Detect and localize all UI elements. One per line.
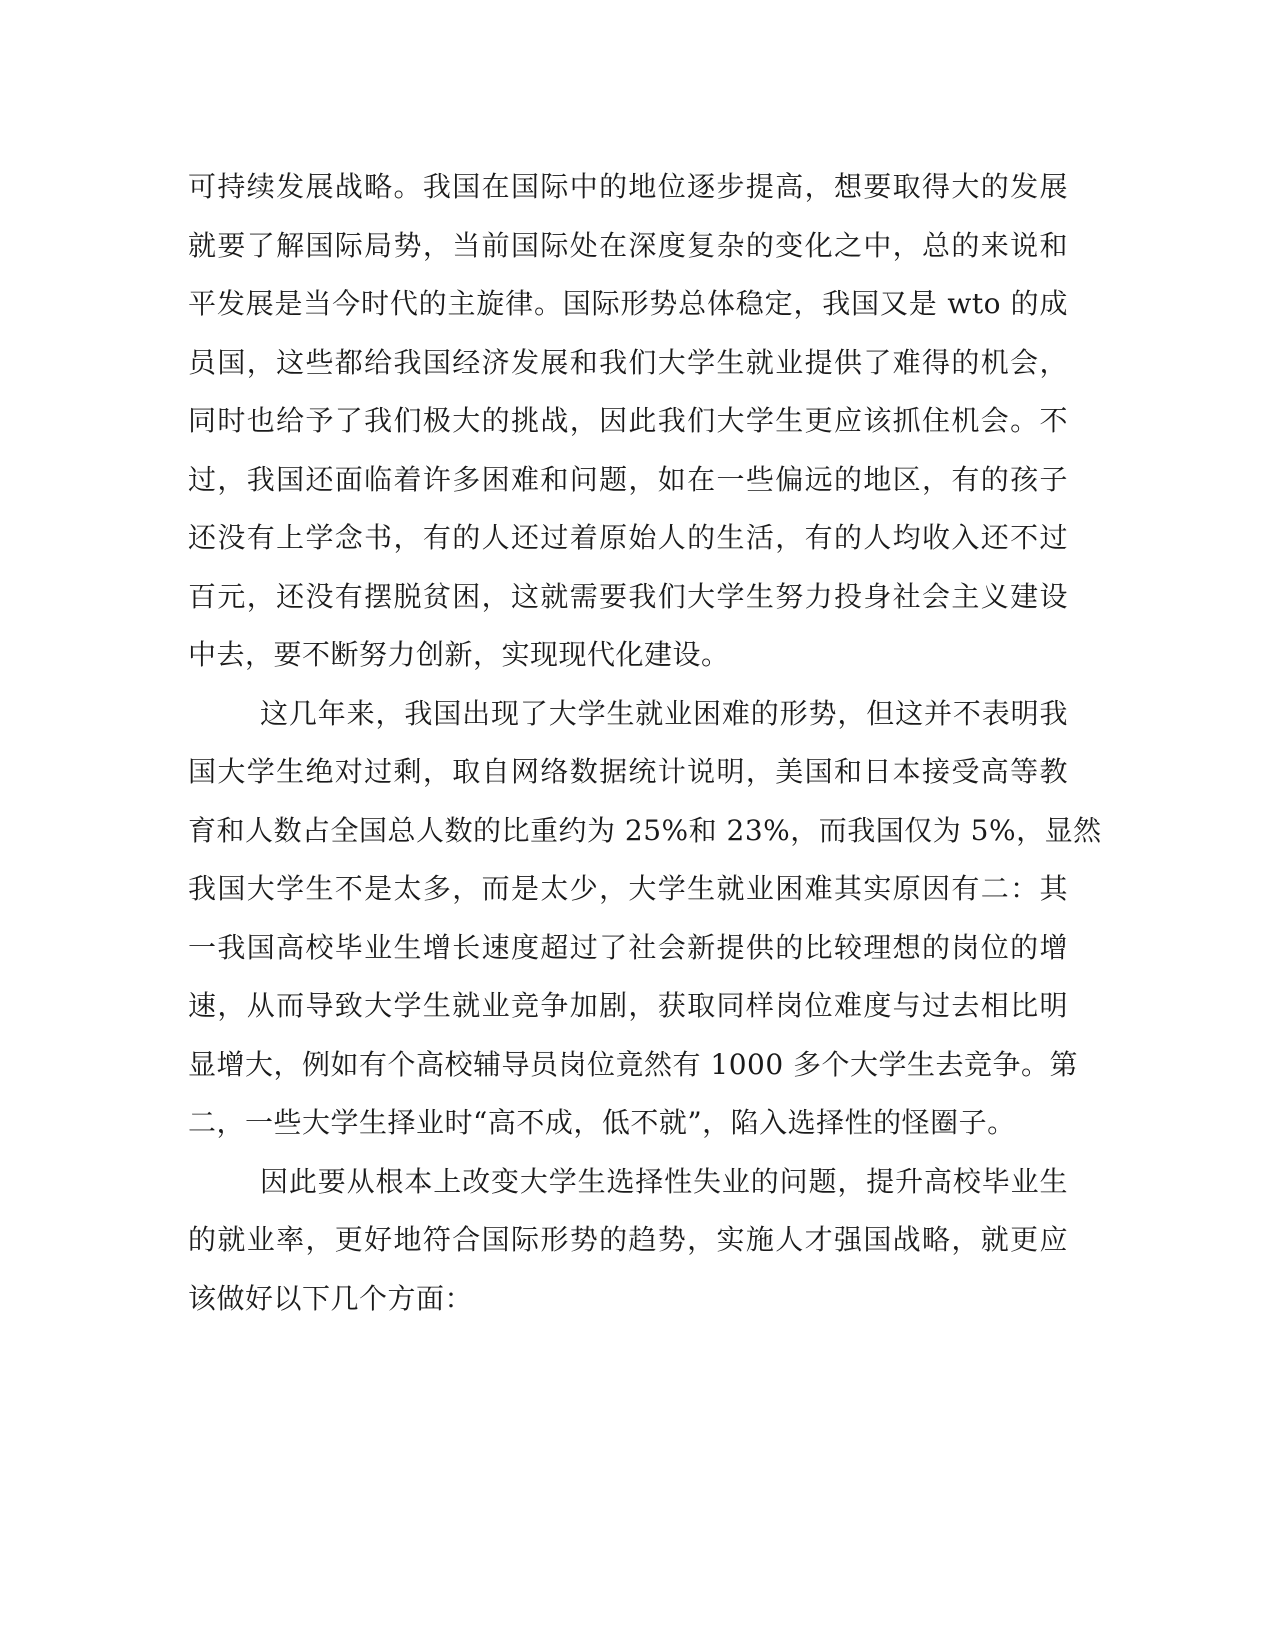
text-line: 该做好以下几个方面： xyxy=(188,1281,474,1315)
paragraph-3 xyxy=(188,1153,1068,1329)
text-line: 速，从而导致大学生就业竞争加剧，获取同样岗位难度与过去相比明 xyxy=(188,989,1068,1022)
text-line: 二，一些大学生择业时“高不成，低不就”，陷入选择性的怪圈子。 xyxy=(188,1106,1016,1139)
text-line: 百元，还没有摆脱贫困，这就需要我们大学生努力投身社会主义建设 xyxy=(188,579,1068,613)
text-line: 我国大学生不是太多，而是太少，大学生就业困难其实原因有二：其 xyxy=(188,872,1068,905)
text-line: 可持续发展战略。我国在国际中的地位逐步提高，想要取得大的发展 xyxy=(188,170,1068,203)
text-line: 育和人数占全国总人数的比重约为 25%和 23%，而我国仅为 5%，显然 xyxy=(188,813,1102,847)
text-line: 因此要从根本上改变大学生选择性失业的问题，提升高校毕业生 xyxy=(260,1164,1068,1198)
text-line: 中去，要不断努力创新，实现现代化建设。 xyxy=(188,638,730,671)
text-line: 员国，这些都给我国经济发展和我们大学生就业提供了难得的机会， xyxy=(188,345,1068,379)
text-line: 的就业率，更好地符合国际形势的趋势，实施人才强国战略，就更应 xyxy=(188,1223,1068,1256)
text-line: 这几年来，我国出现了大学生就业困难的形势，但这并不表明我 xyxy=(260,696,1068,730)
document-body xyxy=(188,158,1102,1328)
text-line: 一我国高校毕业生增长速度超过了社会新提供的比较理想的岗位的增 xyxy=(188,930,1068,964)
text-line: 显增大，例如有个高校辅导员岗位竟然有 1000 多个大学生去竞争。第 xyxy=(188,1047,1079,1081)
text-line: 还没有上学念书，有的人还过着原始人的生活，有的人均收入还不过 xyxy=(188,521,1068,554)
text-line: 过，我国还面临着许多困难和问题，如在一些偏远的地区，有的孩子 xyxy=(188,462,1068,496)
paragraph-2 xyxy=(188,685,1102,1153)
text-line: 同时也给予了我们极大的挑战，因此我们大学生更应该抓住机会。不 xyxy=(188,404,1068,437)
text-line: 就要了解国际局势，当前国际处在深度复杂的变化之中，总的来说和 xyxy=(188,228,1068,262)
text-line: 平发展是当今时代的主旋律。国际形势总体稳定，我国又是 wto 的成 xyxy=(188,287,1068,320)
text-line: 国大学生绝对过剩，取自网络数据统计说明，美国和日本接受高等教 xyxy=(188,755,1068,788)
paragraph-1 xyxy=(188,158,1068,685)
